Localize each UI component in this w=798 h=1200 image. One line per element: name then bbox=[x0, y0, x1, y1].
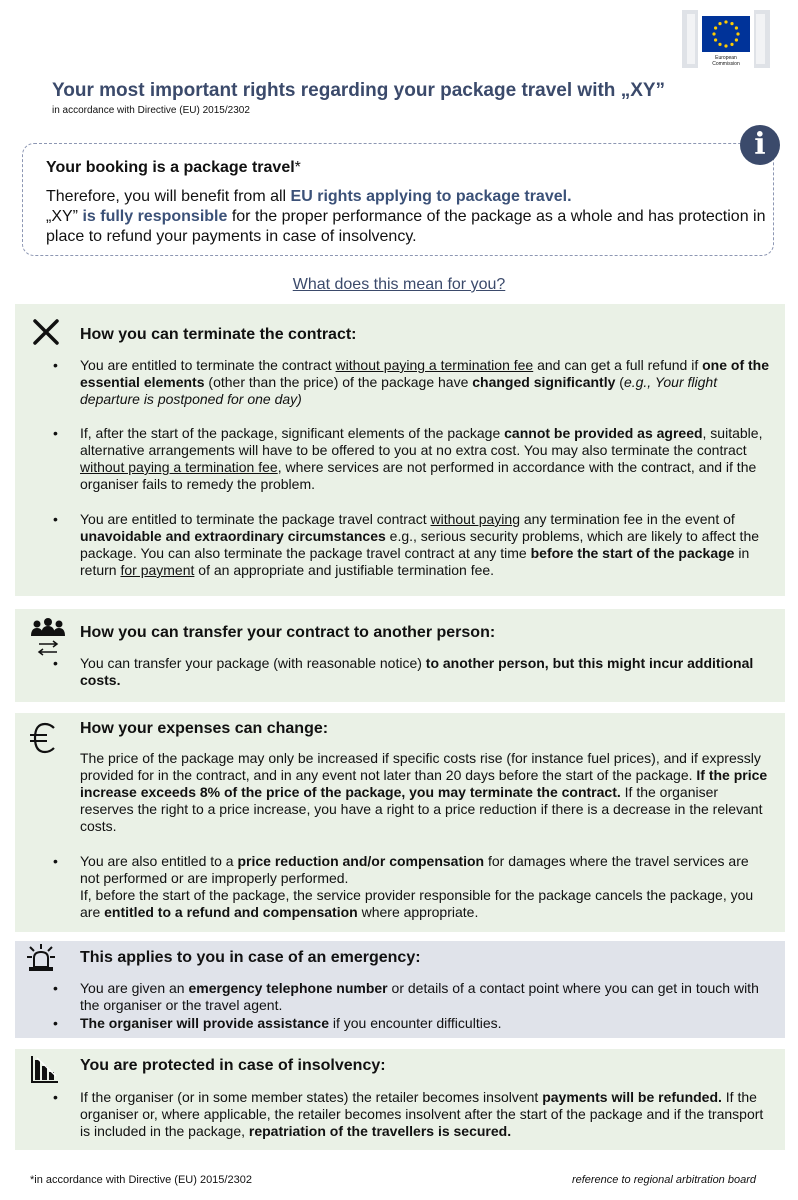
svg-text:Commission: Commission bbox=[712, 61, 740, 67]
close-x-icon bbox=[32, 318, 60, 346]
people-transfer-icon bbox=[30, 617, 66, 659]
footer-directive-note: *in accordance with Directive (EU) 2015/2302 bbox=[30, 1174, 252, 1186]
emergency-heading: This applies to you in case of an emergency: bbox=[80, 949, 421, 966]
insolvency-heading: You are protected in case of insolvency: bbox=[80, 1057, 386, 1074]
expenses-heading: How your expenses can change: bbox=[80, 720, 329, 737]
declining-chart-icon bbox=[30, 1054, 60, 1084]
bullet-marker: • bbox=[53, 980, 58, 996]
page-title: Your most important rights regarding your package travel with „XY” bbox=[52, 80, 666, 101]
expenses-bullet-1: You are also entitled to a price reduction and/or compensation for damages where the travel services are not performed or are improperly performed. If, before the start of the package, the service provider responsible for the package cancels the package, you are entitled to a refund and compensation where appropriate. bbox=[80, 853, 754, 920]
transfer-bullet-1: You can transfer your package (with reasonable notice) to another person, but this might incur additional costs. bbox=[80, 655, 754, 688]
bullet-marker: • bbox=[53, 357, 58, 373]
bullet-marker: • bbox=[53, 1015, 58, 1031]
transfer-heading: How you can transfer your contract to another person: bbox=[80, 624, 496, 641]
emergency-bullet-1: You are given an emergency telephone number or details of a contact point where you can get in touch with the organiser or the travel agent. bbox=[80, 980, 759, 1013]
emergency-bullet-2: The organiser will provide assistance if you encounter difficulties. bbox=[80, 1015, 502, 1031]
terminate-bullet-1: You are entitled to terminate the contract without paying a termination fee and can get a full refund if one of the essential elements (other than the price) of the package have changed significantly (e.g., Your flight departure is postponed for one day) bbox=[80, 357, 769, 407]
bullet-marker: • bbox=[53, 511, 58, 527]
terminate-bullet-3: You are entitled to terminate the package travel contract without paying any termination fee in the event of unavoidable and extraordinary circumstances e.g., serious security problems, which are likely to affect the package. You can also terminate the package travel contract at any time before the start of the package in return for payment of an appropriate and justifiable termination fee. bbox=[80, 511, 760, 578]
alarm-light-icon bbox=[26, 943, 56, 973]
info-icon: i bbox=[740, 125, 780, 165]
bullet-marker: • bbox=[53, 1089, 58, 1105]
bullet-marker: • bbox=[53, 425, 58, 441]
info-heading: Your booking is a package travel* bbox=[46, 159, 301, 176]
bullet-marker: • bbox=[53, 853, 58, 869]
insolvency-bullet-1: If the organiser (or in some member states) the retailer becomes insolvent payments will be refunded. If the organiser or, where applicable, the retailer becomes insolvent after the start of the package and if the transport is included in the package, repatriation of the travellers is secured. bbox=[80, 1089, 764, 1139]
page-subtitle: in accordance with Directive (EU) 2015/2302 bbox=[52, 105, 250, 116]
bullet-marker: • bbox=[53, 655, 58, 671]
european-commission-logo bbox=[682, 10, 770, 68]
footer-arbitration-reference: reference to regional arbitration board bbox=[571, 1174, 756, 1186]
terminate-bullet-2: If, after the start of the package, significant elements of the package cannot be provided as agreed, suitable, alternative arrangements will have to be offered to you at no extra cost. You may also terminate the contract without paying a termination fee, where services are not performed in accordance with the contract, and if the organiser fails to remedy the problem. bbox=[80, 425, 763, 492]
svg-text:European: European bbox=[715, 55, 737, 61]
what-does-this-mean-link[interactable]: What does this mean for you? bbox=[292, 276, 506, 293]
info-text: Therefore, you will benefit from all EU rights applying to package travel. „XY” is fully responsible for the proper performance of the package as a whole and has protection in place to refund your payments in case of insolvency. bbox=[46, 188, 766, 245]
terminate-heading: How you can terminate the contract: bbox=[80, 326, 357, 343]
expenses-paragraph: The price of the package may only be increased if specific costs rise (for instance fuel prices), and if expressly provided for in the contract, and in any event not later than 20 days before the start of the package. If the price increase exceeds 8% of the price of the package, you may terminate the contract. If the organiser reserves the right to a price increase, you have a right to a price reduction if there is a decrease in the relevant costs. bbox=[80, 750, 768, 834]
euro-icon bbox=[28, 722, 58, 754]
